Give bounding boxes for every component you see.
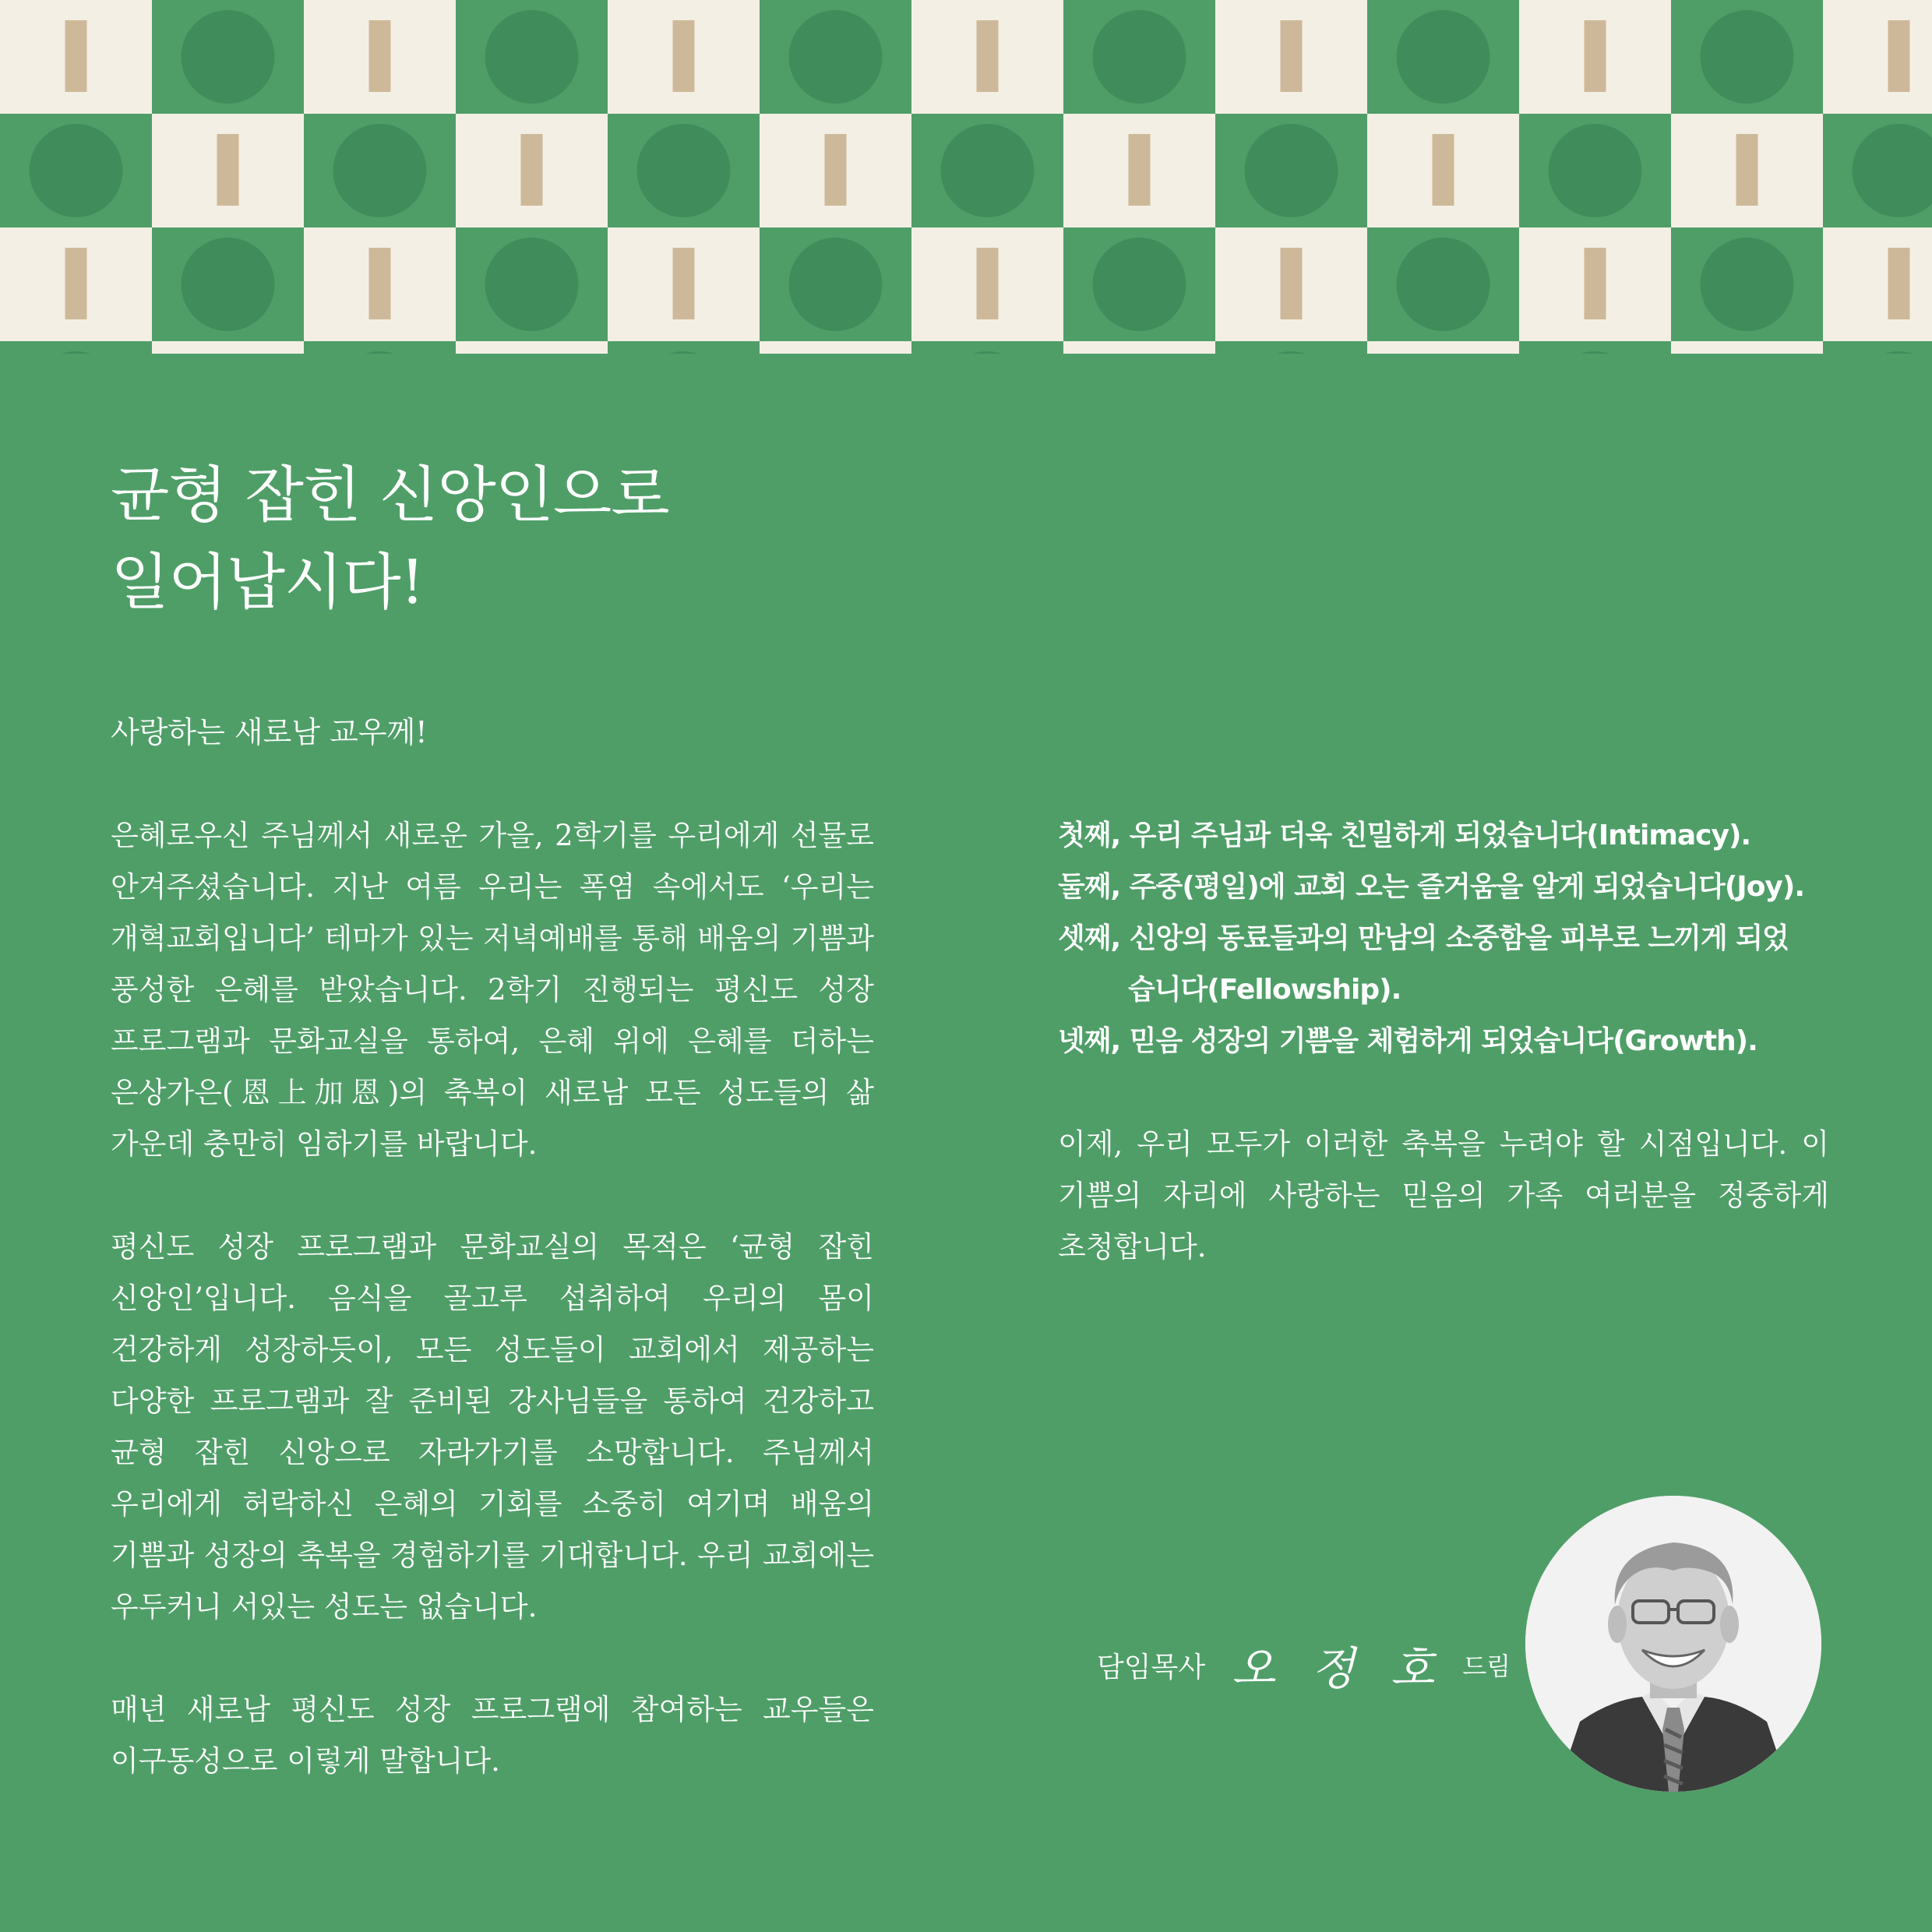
testimony-item-joy: 둘째, 주중(평일)에 교회 오는 즐거움을 알게 되었습니다(Joy). bbox=[1058, 871, 1805, 903]
pattern-bar bbox=[369, 248, 391, 319]
pattern-bar bbox=[65, 248, 87, 319]
pattern-bar bbox=[1281, 20, 1303, 92]
pattern-bar bbox=[673, 248, 695, 319]
greeting: 사랑하는 새로남 교우께! bbox=[111, 715, 428, 749]
pattern-bar bbox=[65, 20, 87, 92]
pattern-circle bbox=[485, 10, 579, 104]
pattern-circle bbox=[941, 124, 1035, 217]
pattern-tile-cream bbox=[152, 341, 304, 354]
pattern-bar bbox=[1129, 134, 1151, 206]
portrait-illustration bbox=[1525, 1496, 1821, 1792]
pattern-circle bbox=[1397, 238, 1490, 331]
pattern-circle bbox=[30, 124, 123, 217]
letter-paragraph-3: 매년 새로남 평신도 성장 프로그램에 참여하는 교우들은 이구동성으로 이렇게 말합니다. bbox=[111, 1693, 874, 1778]
pattern-bar bbox=[521, 134, 543, 206]
pattern-tile-cream bbox=[1823, 227, 1932, 341]
pattern-tile-cream bbox=[1823, 0, 1932, 114]
pattern-circle bbox=[637, 124, 731, 217]
pattern-circle bbox=[1093, 10, 1186, 104]
pattern-circle bbox=[1549, 124, 1642, 217]
testimony-item-growth: 넷째, 믿음 성장의 기쁨을 체험하게 되었습니다(Growth). bbox=[1058, 1025, 1757, 1057]
pattern-circle bbox=[182, 10, 275, 104]
letter-paragraph-1: 은혜로우신 주님께서 새로운 가을, 2학기를 우리에게 선물로 안겨주셨습니다. 지난 여름 우리는 폭염 속에서도 ‘우리는 개혁교회입니다’ 테마가 있는 저녁예배를 통해 배움의 기쁨과 풍성한 은혜를 받았습니다. 2학기 진행되는 평신도 성장 프로그램과 문화교실을 통하여, 은혜 위에 은혜를 더하는 은상가은(恩上加恩)의 축복이 새로남 모든 성도들의 삶 가운데 충만히 임하기를 바랍니다. bbox=[111, 819, 874, 1161]
title-line-1: 균형 잡힌 신앙인으로 bbox=[111, 460, 669, 531]
pattern-tile-cream bbox=[456, 341, 608, 354]
pattern-bar bbox=[1736, 134, 1758, 206]
pattern-bar bbox=[1888, 248, 1910, 319]
pattern-bar bbox=[369, 20, 391, 92]
pattern-tile-cream bbox=[1063, 341, 1215, 354]
pattern-circle bbox=[1093, 238, 1186, 331]
testimony-item-intimacy: 첫째, 우리 주님과 더욱 친밀하게 되었습니다(Intimacy). bbox=[1058, 820, 1751, 851]
pattern-bar bbox=[1433, 134, 1454, 206]
pattern-bar bbox=[977, 20, 999, 92]
pattern-circle bbox=[1245, 124, 1338, 217]
pastor-portrait bbox=[1525, 1496, 1821, 1792]
pattern-bar bbox=[217, 134, 239, 206]
pattern-circle bbox=[789, 10, 883, 104]
closing-paragraph: 이제, 우리 모두가 이러한 축복을 누려야 할 시점입니다. 이 기쁨의 자리에 사랑하는 믿음의 가족 여러분을 정중하게 초청합니다. bbox=[1058, 1127, 1829, 1264]
pattern-tile-cream bbox=[1671, 341, 1823, 354]
signature-suffix: 드림 bbox=[1462, 1652, 1511, 1681]
testimony-item-fellowship: 셋째, 신앙의 동료들과의 만남의 소중함을 피부로 느끼게 되었습니다(Fellowship). bbox=[1058, 922, 1789, 1006]
pattern-bar bbox=[977, 248, 999, 319]
pattern-circle bbox=[1397, 10, 1490, 104]
pattern-bar bbox=[1585, 20, 1606, 92]
pattern-circle bbox=[1701, 10, 1794, 104]
pattern-circle bbox=[1701, 238, 1794, 331]
pattern-circle bbox=[182, 238, 275, 331]
title-line-2: 일어납시다! bbox=[111, 548, 425, 618]
pattern-bar bbox=[825, 134, 847, 206]
letter-right-column bbox=[1058, 810, 1829, 1273]
pattern-bar bbox=[673, 20, 695, 92]
signature bbox=[1097, 1638, 1511, 1695]
header-pattern bbox=[0, 0, 1932, 354]
pattern-bar bbox=[1888, 20, 1910, 92]
letter-body bbox=[111, 810, 874, 1839]
pattern-tile-cream bbox=[760, 341, 911, 354]
page-title bbox=[111, 452, 669, 626]
letter-paragraph-2: 평신도 성장 프로그램과 문화교실의 목적은 ‘균형 잡힌 신앙인’입니다. 음식을 골고루 섭취하여 우리의 몸이 건강하게 성장하듯이, 모든 성도들이 교회에서 제공하는 다양한 프로그램과 잘 준비된 강사님들을 통하여 건강하고 균형 잡힌 신앙으로 자라가기를 소망합니다. 주님께서 우리에게 허락하신 은혜의 기회를 소중히 여기며 배움의 기쁨과 성장의 축복을 경험하기를 기대합니다. 우리 교회에는 우두커니 서있는 성도는 없습니다. bbox=[111, 1230, 874, 1624]
pattern-circle bbox=[485, 238, 579, 331]
pattern-tile-cream bbox=[1367, 341, 1519, 354]
pattern-bar bbox=[1585, 248, 1606, 319]
pattern-circle bbox=[789, 238, 883, 331]
pattern-circle bbox=[333, 124, 427, 217]
testimony-list bbox=[1058, 810, 1829, 1067]
pattern-bar bbox=[1281, 248, 1303, 319]
signature-role: 담임목사 bbox=[1097, 1651, 1206, 1683]
signature-name: 오정호 bbox=[1232, 1642, 1471, 1695]
